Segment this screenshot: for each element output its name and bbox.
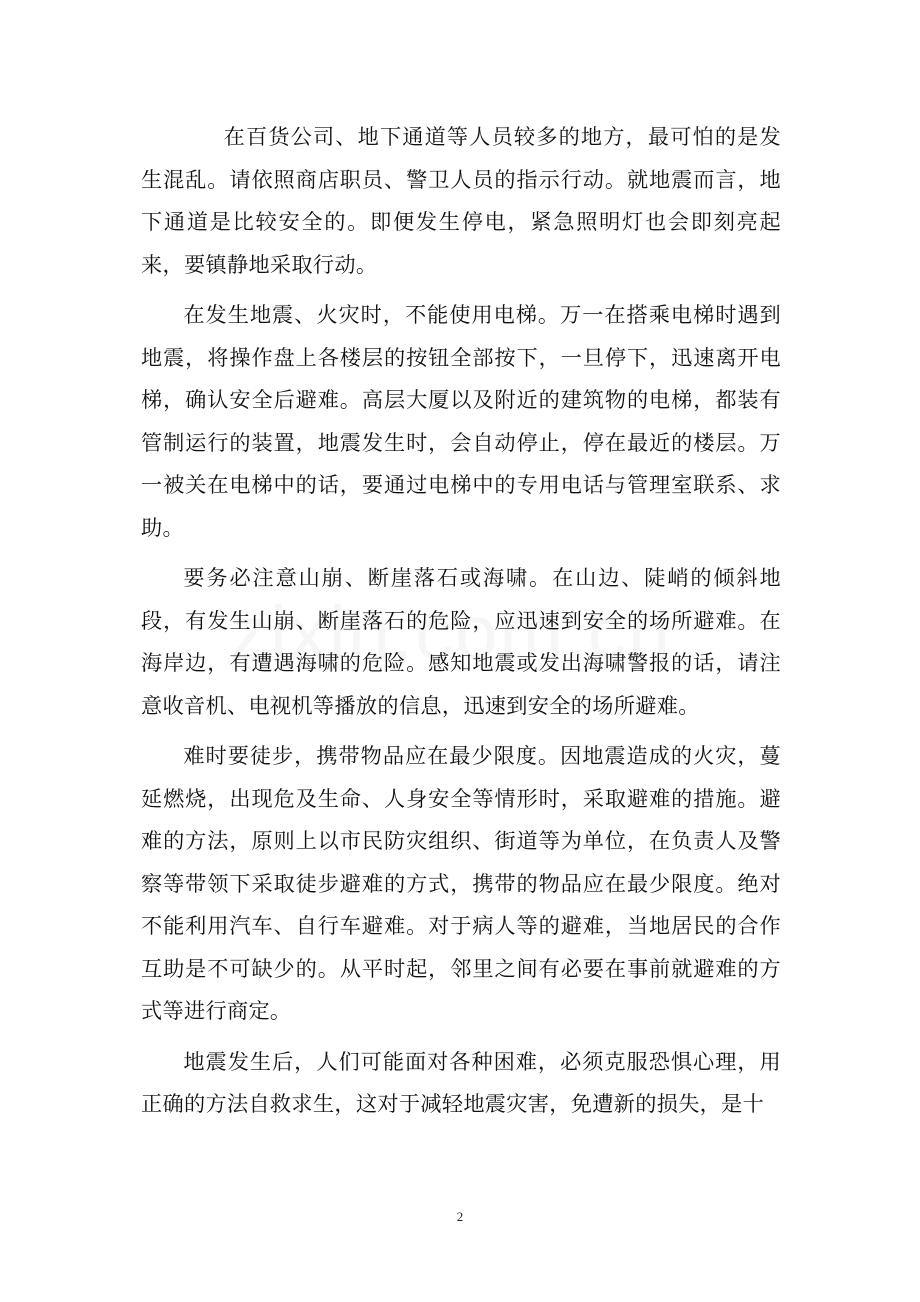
page-number: 2 <box>456 1209 464 1224</box>
paragraph-5: 地震发生后，人们可能面对各种困难，必须克服恐惧心理，用正确的方法自救求生，这对于减轻地震灾害，免遭新的损失，是十 <box>141 1048 781 1116</box>
paragraph-4: 难时要徒步，携带物品应在最少限度。因地震造成的火灾，蔓延燃烧，出现危及生命、人身安全等情形时，采取避难的措施。避难的方法，原则上以市民防灾组织、街道等为单位，在负责人及警察等带领下采取徒步避难的方式，携带的物品应在最少限度。绝对不能利用汽车、自行车避难。对于病人等的避难，当地居民的合作互助是不可缺少的。从平时起，邻里之间有必要在事前就避难的方式等进行商定。 <box>141 743 781 1023</box>
body-text <box>141 116 781 1126</box>
paragraph-3: 要务必注意山崩、断崖落石或海啸。在山边、陡峭的倾斜地段，有发生山崩、断崖落石的危险，应迅速到安全的场所避难。在海岸边，有遭遇海啸的危险。感知地震或发出海啸警报的话，请注意收音机、电视机等播放的信息，迅速到安全的场所避难。 <box>141 565 781 718</box>
paragraph-1: 在百货公司、地下通道等人员较多的地方，最可怕的是发生混乱。请依照商店职员、警卫人员的指示行动。就地震而言，地下通道是比较安全的。即便发生停电，紧急照明灯也会即刻亮起来，要镇静地采取行动。 <box>141 124 781 277</box>
paragraph-2: 在发生地震、火灾时，不能使用电梯。万一在搭乘电梯时遇到地震，将操作盘上各楼层的按钮全部按下，一旦停下，迅速离开电梯，确认安全后避难。高层大厦以及附近的建筑物的电梯，都装有管制运行的装置，地震发生时，会自动停止，停在最近的楼层。万一被关在电梯中的话，要通过电梯中的专用电话与管理室联系、求助。 <box>141 302 781 540</box>
